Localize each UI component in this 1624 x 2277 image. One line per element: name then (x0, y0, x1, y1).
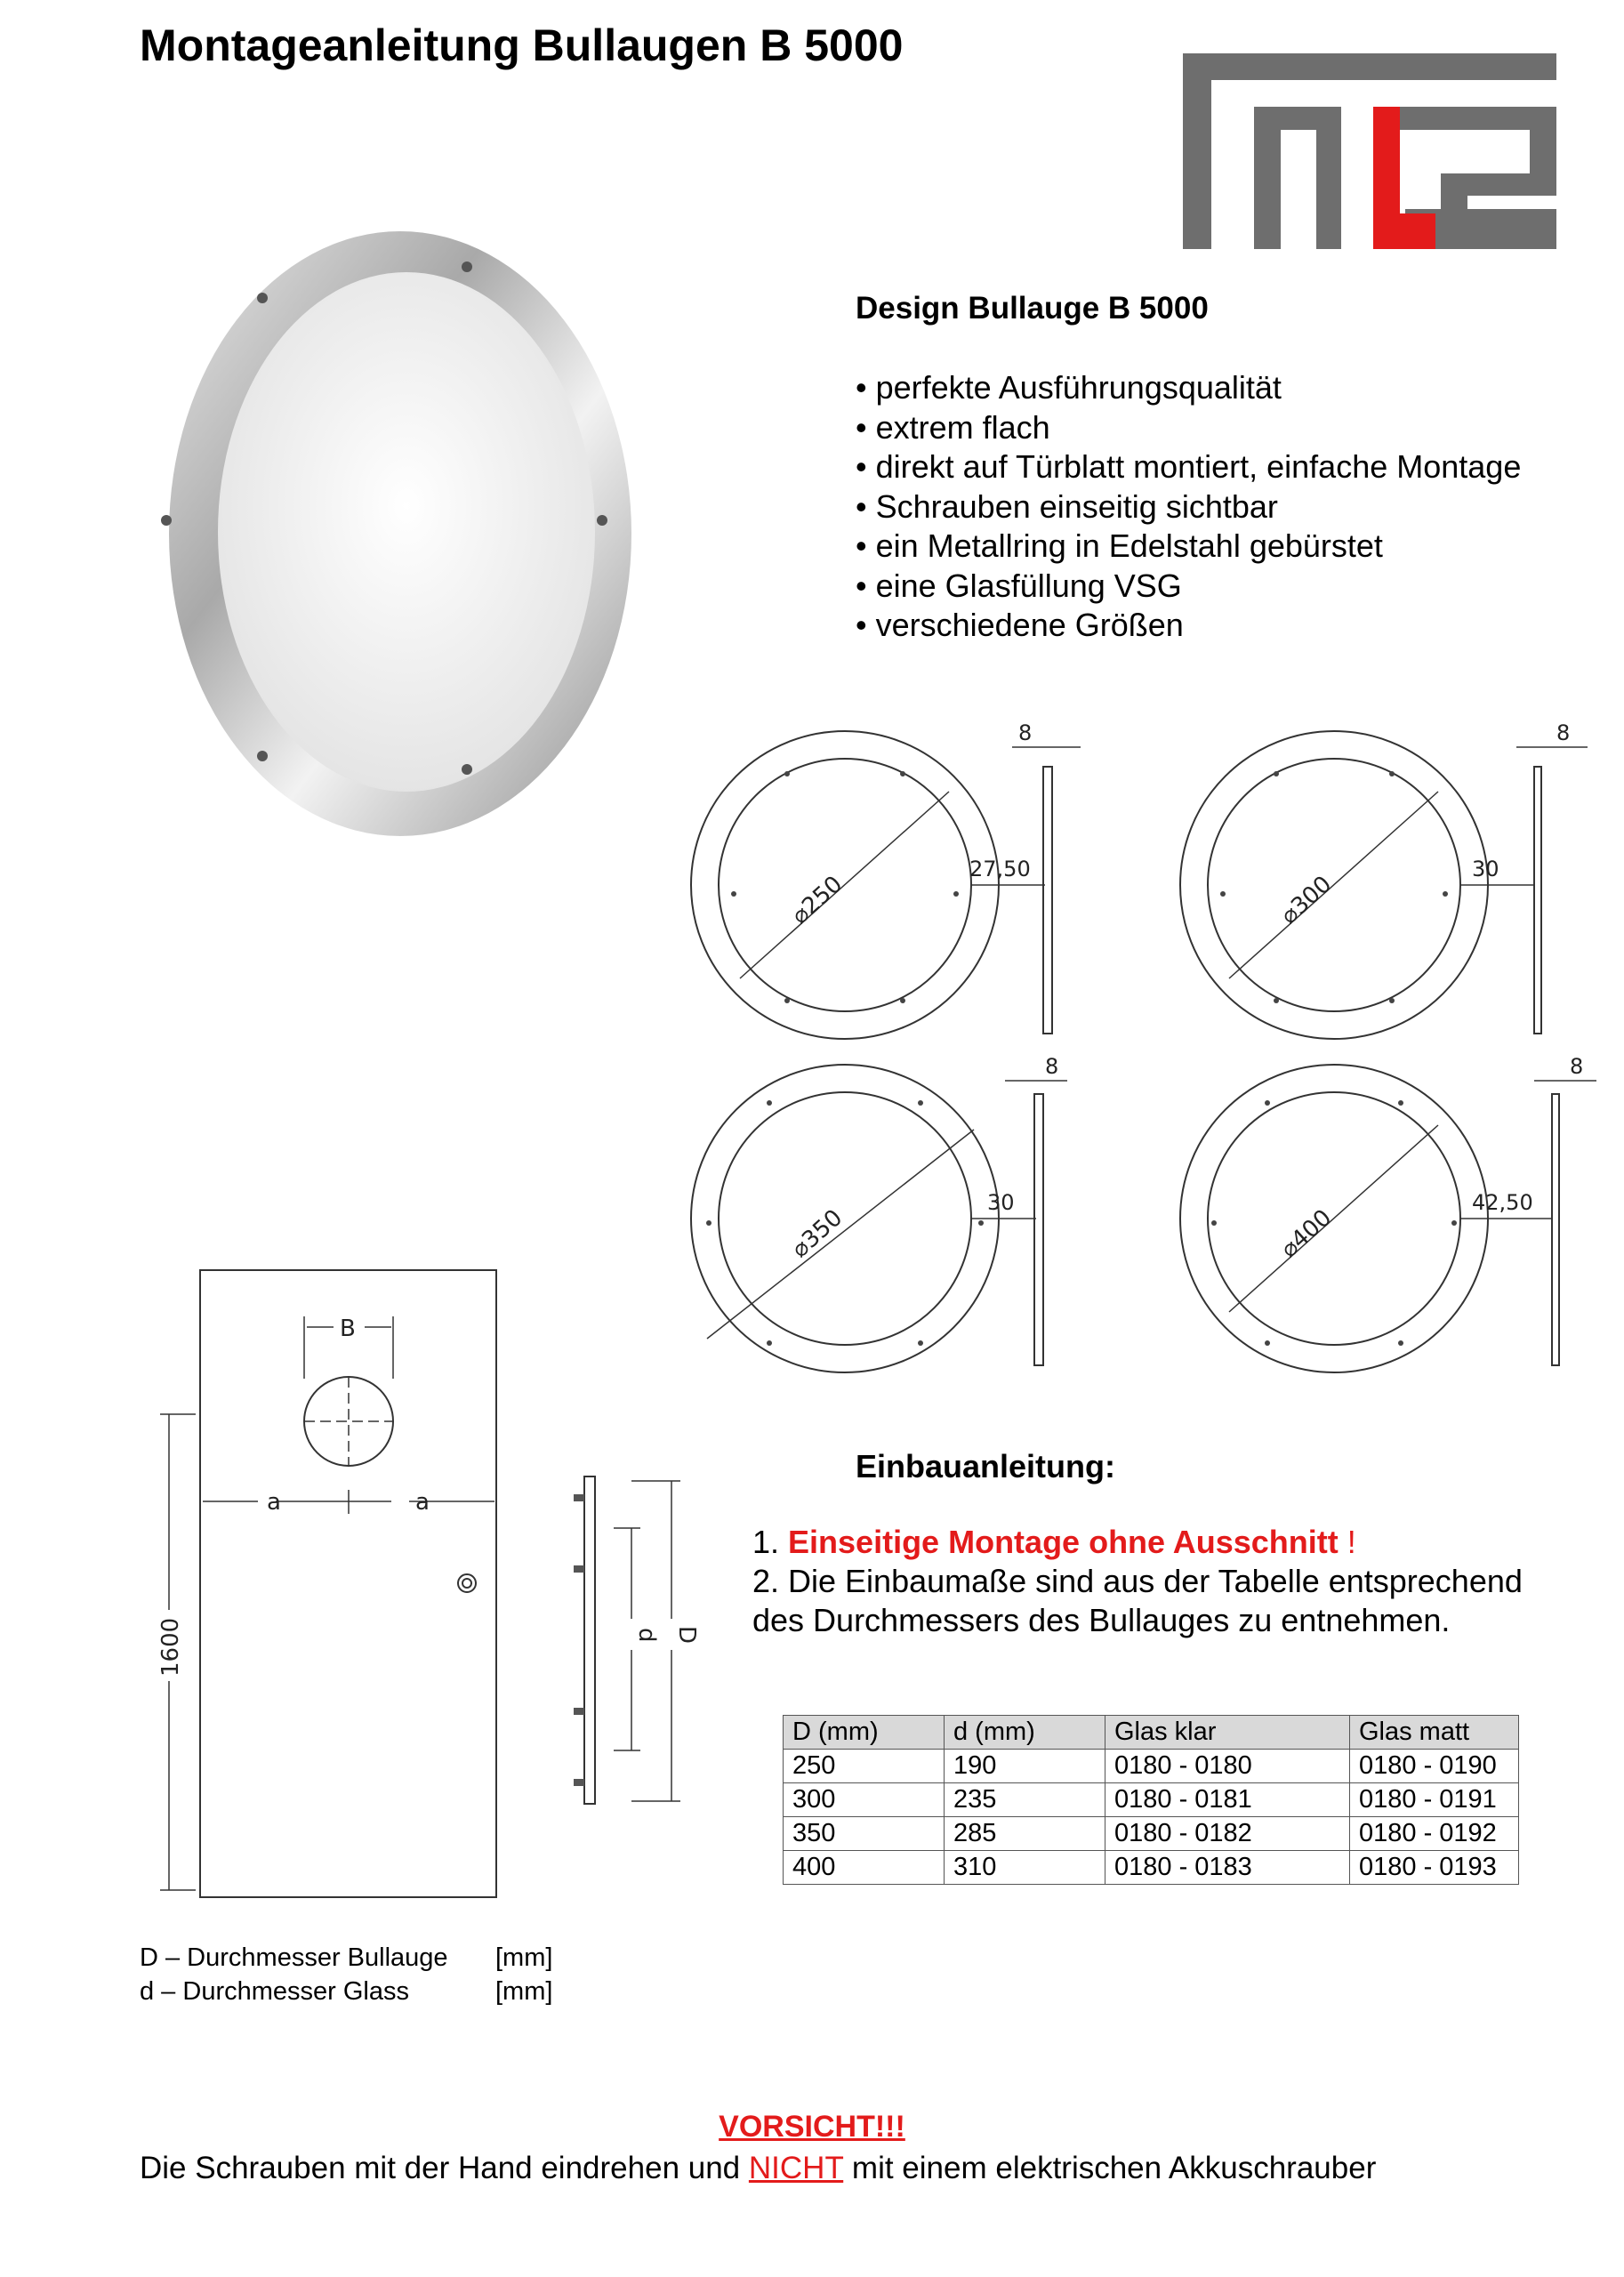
list-item: • Schrauben einseitig sichtbar (856, 487, 1521, 527)
legend-line-2 (140, 1975, 553, 2008)
thickness-label: 8 (1045, 1054, 1059, 1079)
ring-width-label: 42,50 (1472, 1190, 1533, 1215)
door-label-a: a (267, 1489, 281, 1516)
page-title: Montageanleitung Bullaugen B 5000 (140, 20, 904, 70)
table-row (784, 1817, 1519, 1851)
door-label-a: a (415, 1489, 430, 1516)
table-cell: 310 (945, 1851, 1105, 1885)
list-item: • eine Glasfüllung VSG (856, 567, 1521, 607)
table-cell: 250 (784, 1750, 945, 1783)
step-1-warning: Einseitige Montage ohne Ausschnitt (788, 1524, 1339, 1560)
table-cell: 0180 - 0192 (1350, 1817, 1519, 1851)
list-item: • verschiedene Größen (856, 606, 1521, 646)
legend-text: d – Durchmesser Glass (140, 1977, 409, 2006)
size-table (783, 1715, 1519, 1885)
table-cell: 190 (945, 1750, 1105, 1783)
step-2-line-2: des Durchmessers des Bullauges zu entnehmen. (752, 1602, 1451, 1638)
warning-title: VORSICHT!!! (719, 2110, 905, 2144)
warning-text (140, 2151, 1376, 2186)
dimension-legend (140, 1941, 553, 2008)
step-1-suffix: ! (1338, 1524, 1356, 1560)
step-1 (752, 1523, 1523, 1562)
table-cell: 300 (784, 1783, 945, 1817)
drawing-350 (689, 1054, 1107, 1383)
diameter-label: ⌀250 (786, 871, 848, 930)
mls-logo (1183, 53, 1556, 249)
column-header: D (mm) (784, 1716, 945, 1750)
diameter-label: ⌀350 (786, 1204, 848, 1264)
table-cell: 0180 - 0191 (1350, 1783, 1519, 1817)
table-cell: 350 (784, 1817, 945, 1851)
door-label-b: B (340, 1316, 356, 1342)
drawing-300 (1178, 720, 1605, 1050)
legend-text: D – Durchmesser Bullauge (140, 1943, 448, 1972)
table-cell: 400 (784, 1851, 945, 1885)
column-header: Glas klar (1105, 1716, 1350, 1750)
table-row (784, 1750, 1519, 1783)
door-height-label: 1600 (157, 1617, 184, 1677)
column-header: Glas matt (1350, 1716, 1519, 1750)
table-row (784, 1783, 1519, 1817)
table-row (784, 1851, 1519, 1885)
list-item: • perfekte Ausführungsqualität (856, 368, 1521, 408)
table-cell: 235 (945, 1783, 1105, 1817)
thickness-label: 8 (1570, 1054, 1584, 1079)
porthole-product-photo (147, 213, 645, 854)
warning-nicht: NICHT (748, 2151, 844, 2185)
legend-line-1 (140, 1941, 553, 1975)
diameter-label: ⌀300 (1275, 871, 1338, 930)
legend-unit: [mm] (495, 1943, 553, 1972)
thickness-label: 8 (1556, 720, 1571, 745)
design-heading: Design Bullauge B 5000 (856, 291, 1209, 326)
installation-steps (752, 1523, 1523, 1640)
door-drawing (142, 1263, 516, 1903)
column-header: d (mm) (945, 1716, 1105, 1750)
step-2-line-1: 2. Die Einbaumaße sind aus der Tabelle entsprechend (752, 1563, 1523, 1599)
list-item: • direkt auf Türblatt montiert, einfache Montage (856, 447, 1521, 487)
table-cell: 0180 - 0180 (1105, 1750, 1350, 1783)
section-label-d: d (633, 1628, 660, 1643)
table-cell: 0180 - 0181 (1105, 1783, 1350, 1817)
diameter-label: ⌀400 (1275, 1204, 1338, 1264)
warning-text-after: mit einem elektrischen Akkuschrauber (843, 2151, 1377, 2185)
drawing-400 (1178, 1054, 1605, 1383)
table-cell: 285 (945, 1817, 1105, 1851)
section-drawing (560, 1468, 700, 1814)
table-header-row (784, 1716, 1519, 1750)
ring-width-label: 30 (1472, 857, 1499, 881)
feature-list (856, 368, 1521, 646)
thickness-label: 8 (1018, 720, 1033, 745)
step-1-number: 1. (752, 1524, 789, 1560)
warning-text-before: Die Schrauben mit der Hand eindrehen und (140, 2151, 749, 2185)
legend-unit: [mm] (495, 1977, 553, 2006)
list-item: • extrem flach (856, 408, 1521, 448)
ring-width-label: 30 (987, 1190, 1015, 1215)
drawing-250 (689, 720, 1107, 1050)
table-cell: 0180 - 0193 (1350, 1851, 1519, 1885)
table-cell: 0180 - 0190 (1350, 1750, 1519, 1783)
table-cell: 0180 - 0182 (1105, 1817, 1350, 1851)
installation-heading: Einbauanleitung: (856, 1448, 1115, 1484)
list-item: • ein Metallring in Edelstahl gebürstet (856, 527, 1521, 567)
table-cell: 0180 - 0183 (1105, 1851, 1350, 1885)
section-label-D: D (673, 1626, 700, 1645)
ring-width-label: 27,50 (969, 857, 1031, 881)
